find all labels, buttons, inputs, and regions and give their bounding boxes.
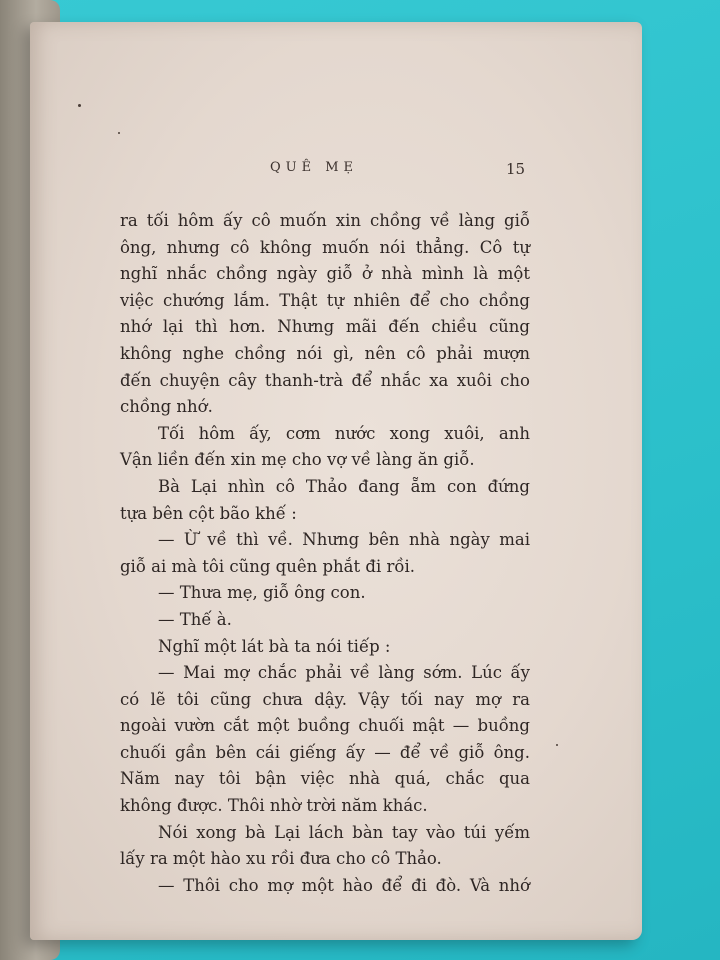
text-line: nhớ lại thì hơn. Nhưng mãi đến chiều cũng [120,317,530,337]
text-line: ra tối hôm ấy cô muốn xin chồng về làng giỗ [120,211,530,230]
text-line: ngoài vườn cắt một buồng chuối mật — buồng [120,716,530,736]
text-line: có lẽ tôi cũng chưa dậy. Vậy tối nay mợ ra [120,689,530,709]
text-line: giỗ ai mà tôi cũng quên phắt đi rồi. [120,556,415,576]
paper-speck [118,132,120,134]
text-line: tựa bên cột bão khế : [120,503,297,523]
paper-speck [556,744,558,746]
text-line: không nghe chồng nói gì, nên cô phải mượn [120,343,530,363]
text-line: Năm nay tôi bận việc nhà quá, chắc qua [120,769,530,789]
text-line: — Thưa mẹ, giỗ ông con. [158,583,366,603]
text-line: đến chuyện cây thanh-trà để nhắc xa xuôi cho [120,370,530,390]
text-line: — Thôi cho mợ một hào để đi đò. Và nhớ [158,875,530,895]
text-line: — Ừ về thì về. Nhưng bên nhà ngày mai [158,530,530,550]
text-line: chồng nhớ. [120,397,213,417]
text-line: lấy ra một hào xu rồi đưa cho cô Thảo. [120,849,442,869]
text-line: — Thế à. [158,609,232,629]
text-line: không được. Thôi nhờ trời năm khác. [120,796,428,816]
text-line: ông, nhưng cô không muốn nói thẳng. Cô tự [120,237,530,257]
text-line: — Mai mợ chắc phải về làng sớm. Lúc ấy [158,663,530,683]
body-text [120,208,530,899]
paper-speck [78,104,81,107]
text-line: Nghĩ một lát bà ta nói tiếp : [158,636,391,656]
text-line: Nói xong bà Lại lách bàn tay vào túi yếm [158,822,530,842]
running-header-title: QUÊ MẸ [270,160,359,175]
text-line: chuối gần bên cái giếng ấy — để về giỗ ông. [120,742,530,762]
text-line: Tối hôm ấy, cơm nước xong xuôi, anh [158,423,530,443]
text-line: nghĩ nhắc chồng ngày giỗ ở nhà mình là một [120,264,530,284]
text-line: việc chướng lắm. Thật tự nhiên để cho chồng [120,290,530,310]
text-line: Bà Lại nhìn cô Thảo đang ẵm con đứng [158,476,530,496]
page-number: 15 [506,160,526,178]
text-line: Vận liền đến xin mẹ cho vợ về làng ăn giỗ. [120,450,475,470]
